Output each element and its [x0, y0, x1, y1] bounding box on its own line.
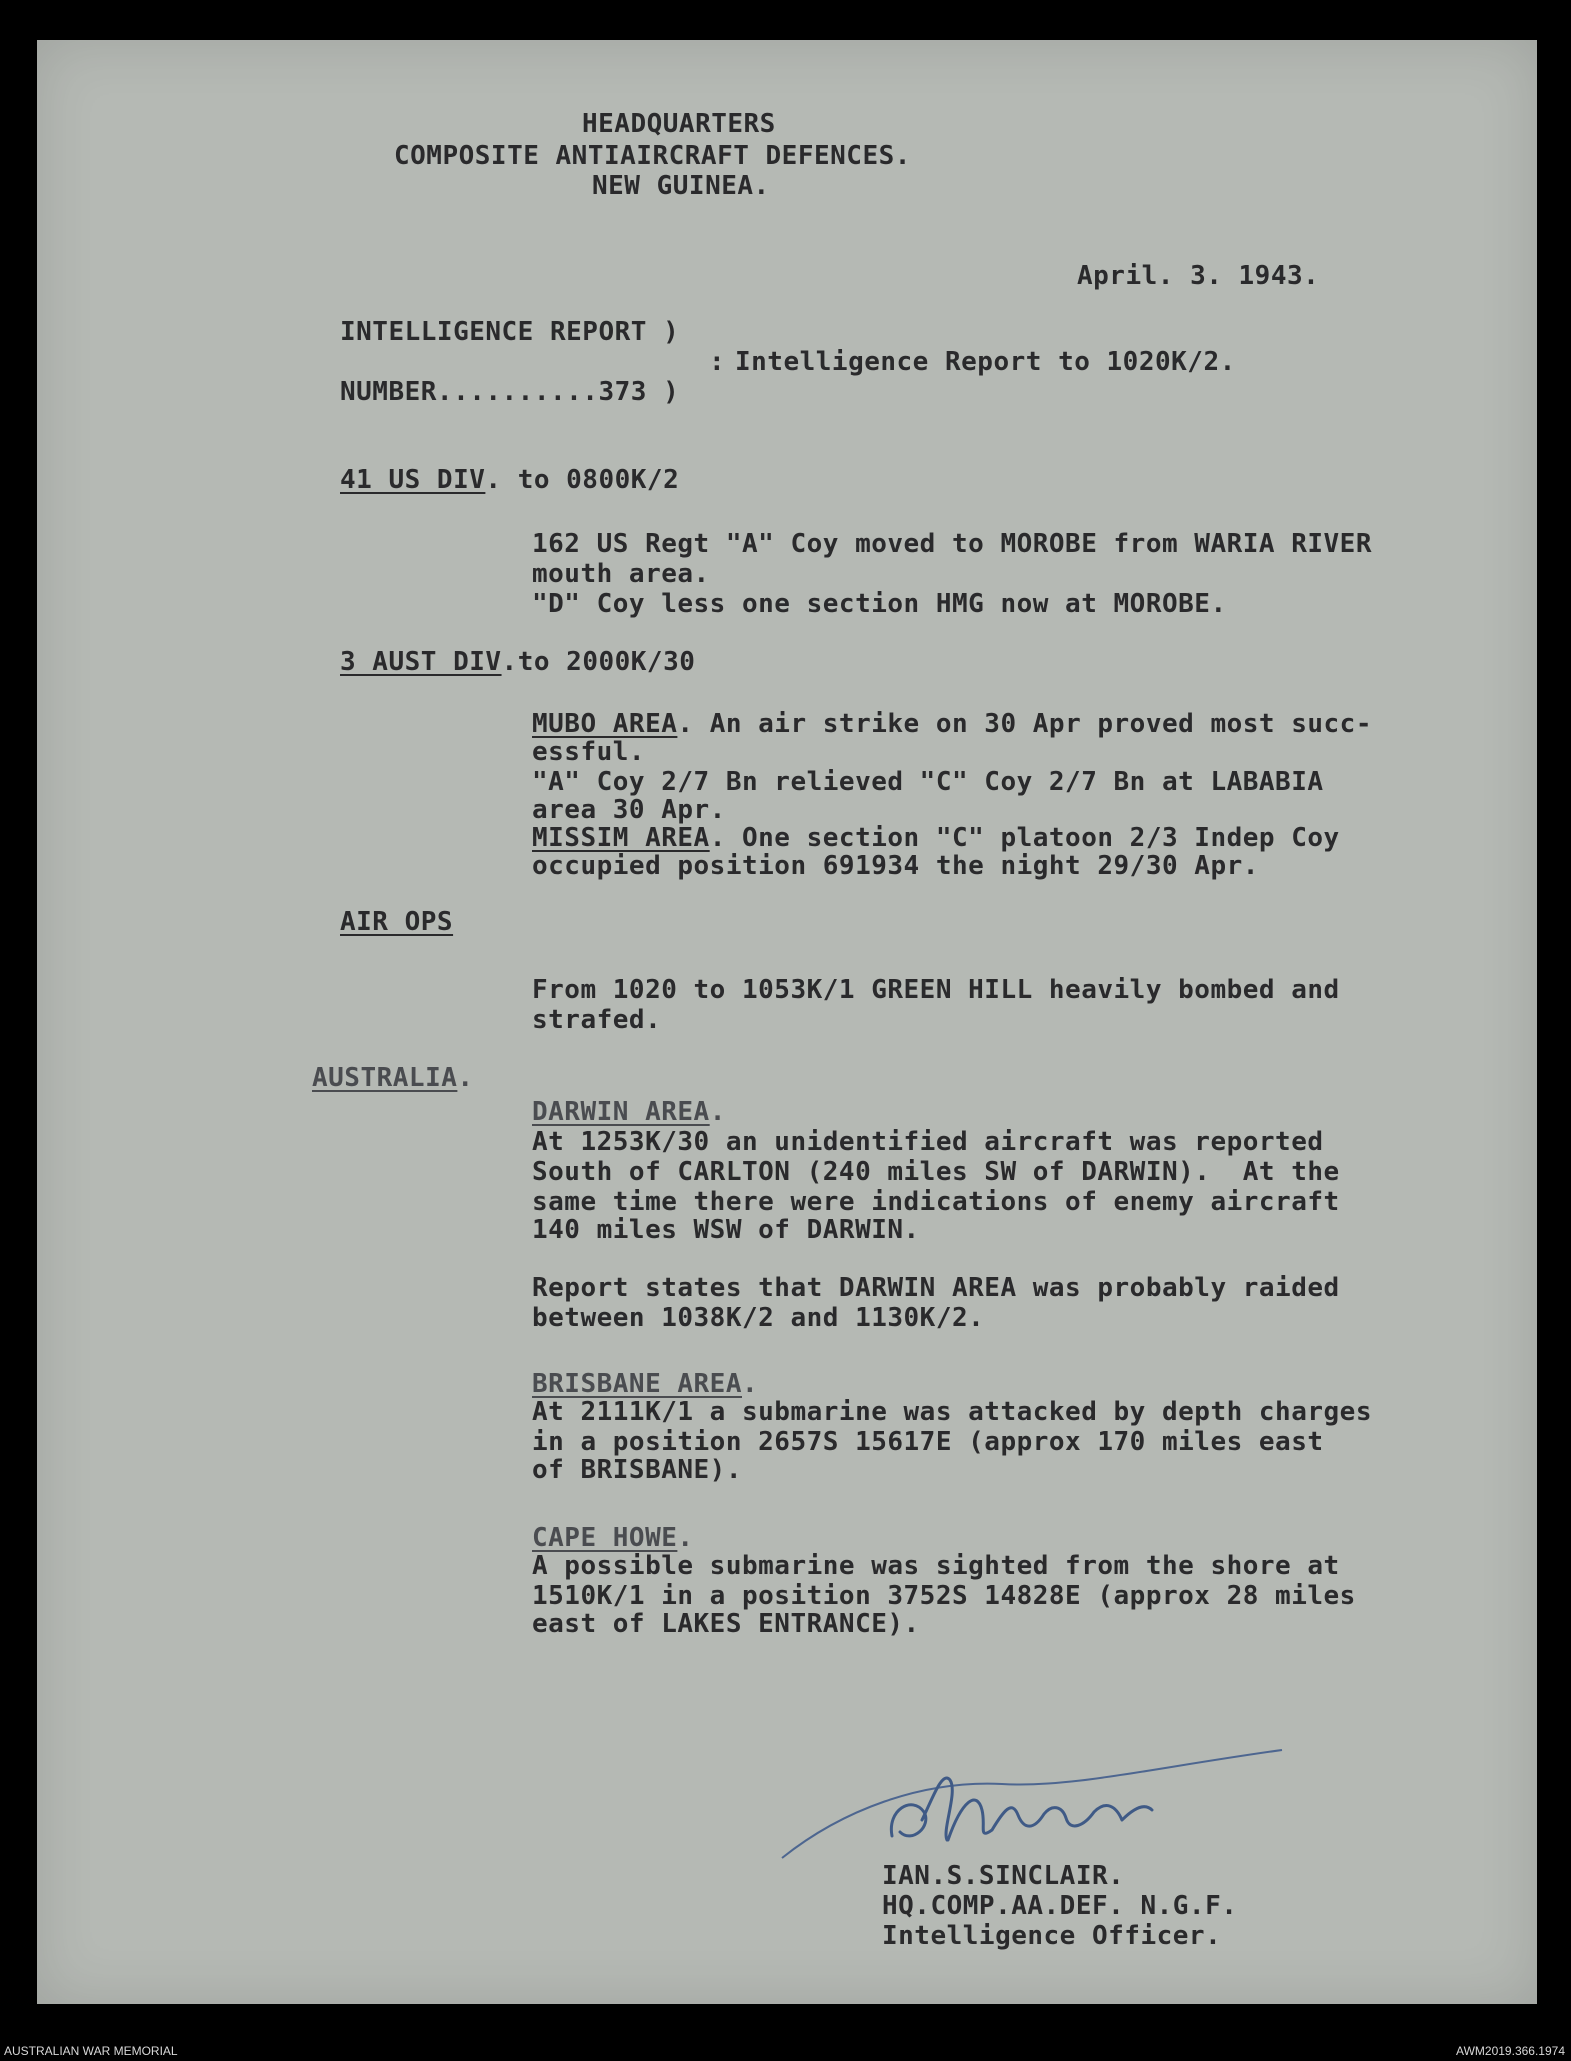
section-suffix: . to 0800K/2	[485, 465, 680, 495]
section-air-ops: AIR OPS	[340, 907, 454, 937]
section-aust-div	[340, 646, 695, 678]
darwin-line-3: same time there were indications of enemy aircraft	[532, 1187, 1340, 1217]
cape-howe-line-3: east of LAKES ENTRANCE).	[532, 1609, 920, 1639]
air-ops-line-2: strafed.	[532, 1005, 662, 1035]
mubo-line-4: area 30 Apr.	[532, 795, 726, 825]
subheading-suffix: .	[742, 1369, 759, 1399]
subheading: BRISBANE AREA	[532, 1369, 742, 1399]
mubo-line-2: essful.	[532, 737, 646, 767]
darwin-line-1: At 1253K/30 an unidentified aircraft was reported	[532, 1127, 1324, 1157]
air-ops-line-1: From 1020 to 1053K/1 GREEN HILL heavily bombed and	[532, 975, 1340, 1005]
darwin-line-6: between 1038K/2 and 1130K/2.	[532, 1303, 985, 1333]
darwin-line-5: Report states that DARWIN AREA was probably raided	[532, 1273, 1340, 1303]
brisbane-line-1: At 2111K/1 a submarine was attacked by depth charges	[532, 1397, 1372, 1427]
footer-source: AUSTRALIAN WAR MEMORIAL	[4, 2044, 178, 2058]
mubo-area-heading: MUBO AREA	[532, 709, 678, 739]
header-line-1: HEADQUARTERS	[582, 109, 776, 139]
report-title-line: INTELLIGENCE REPORT )	[340, 317, 680, 347]
report-subject: Intelligence Report to 1020K/2.	[735, 347, 1236, 377]
missim-line-2: occupied position 691934 the night 29/30 Apr.	[532, 851, 1259, 881]
mubo-area-line	[532, 708, 1372, 740]
subheading-suffix: .	[709, 1097, 726, 1127]
subheading: DARWIN AREA	[532, 1097, 710, 1127]
header-line-2: COMPOSITE ANTIAIRCRAFT DEFENCES.	[394, 141, 911, 171]
section-heading: 3 AUST DIV	[340, 647, 502, 677]
cape-howe-line-2: 1510K/1 in a position 3752S 14828E (approx 28 miles	[532, 1581, 1356, 1611]
missim-area-text: . One section "C" platoon 2/3 Indep Coy	[709, 823, 1340, 853]
section-australia	[312, 1062, 474, 1094]
section-suffix: .to 2000K/30	[501, 647, 696, 677]
darwin-area-heading	[532, 1096, 726, 1128]
section-heading: 41 US DIV	[340, 465, 486, 495]
signatory-name: IAN.S.SINCLAIR.	[882, 1861, 1125, 1891]
brisbane-line-3: of BRISBANE).	[532, 1455, 742, 1485]
report-date: April. 3. 1943.	[1077, 261, 1320, 291]
section-heading: AUSTRALIA	[312, 1063, 458, 1093]
header-line-3: NEW GUINEA.	[592, 171, 770, 201]
report-number-line: NUMBER..........373 )	[340, 377, 680, 407]
section-suffix: .	[457, 1063, 474, 1093]
darwin-line-4: 140 miles WSW of DARWIN.	[532, 1215, 920, 1245]
subheading: CAPE HOWE	[532, 1523, 678, 1553]
report-colon: :	[709, 347, 726, 377]
signatory-unit: HQ.COMP.AA.DEF. N.G.F.	[882, 1891, 1238, 1921]
footer-accession: AWM2019.366.1974	[1456, 2044, 1565, 2058]
section-us-div	[340, 464, 679, 496]
us-div-line-2: mouth area.	[532, 559, 710, 589]
mubo-area-text: . An air strike on 30 Apr proved most succ-	[677, 709, 1372, 739]
cape-howe-line-1: A possible submarine was sighted from the shore at	[532, 1551, 1340, 1581]
us-div-line-3: "D" Coy less one section HMG now at MOROBE.	[532, 589, 1227, 619]
darwin-line-2: South of CARLTON (240 miles SW of DARWIN). At the	[532, 1157, 1340, 1187]
brisbane-line-2: in a position 2657S 15617E (approx 170 miles east	[532, 1427, 1324, 1457]
mubo-line-3: "A" Coy 2/7 Bn relieved "C" Coy 2/7 Bn at LABABIA	[532, 767, 1324, 797]
us-div-line-1: 162 US Regt "A" Coy moved to MOROBE from WARIA RIVER	[532, 529, 1372, 559]
subheading-suffix: .	[677, 1523, 694, 1553]
archive-footer	[0, 2041, 1571, 2061]
missim-area-heading: MISSIM AREA	[532, 823, 710, 853]
signatory-title: Intelligence Officer.	[882, 1921, 1222, 1951]
document-page	[37, 40, 1537, 2004]
